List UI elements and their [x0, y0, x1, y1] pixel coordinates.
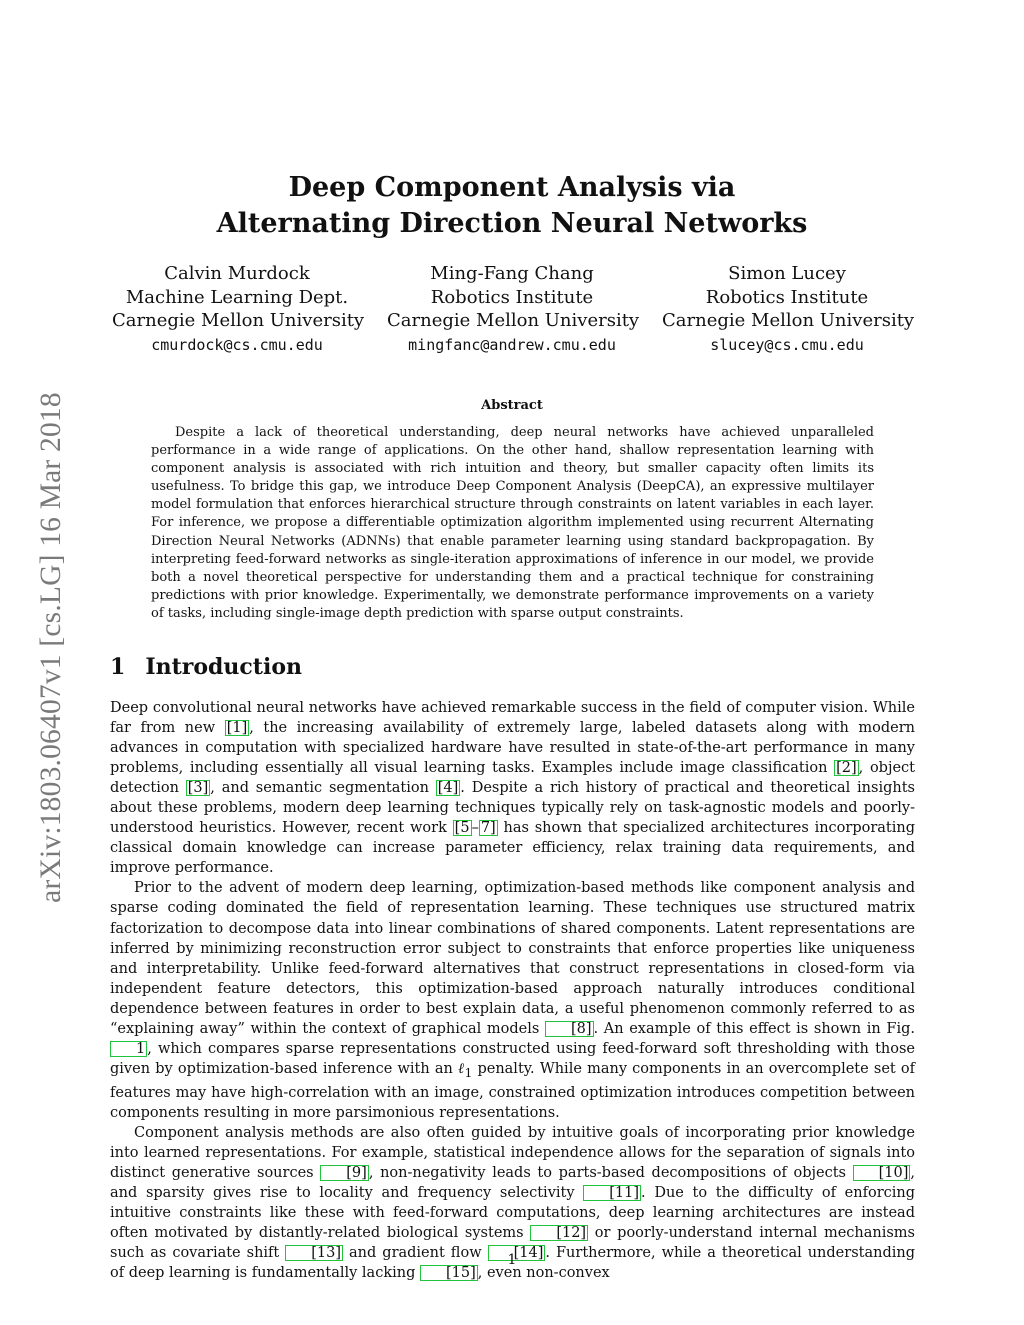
author-affiliation: Carnegie Mellon University — [112, 310, 365, 331]
page-number: 1 — [507, 1252, 517, 1268]
introduction-body — [110, 698, 915, 1283]
arxiv-id-text: arXiv:1803.06407v1 [cs.LG] 16 Mar 2018 — [34, 391, 67, 903]
author-dept: Robotics Institute — [430, 286, 594, 308]
citation-link[interactable]: [13] — [285, 1245, 343, 1261]
paragraph-2 — [110, 878, 915, 1122]
arxiv-identifier-stamp — [31, 352, 71, 942]
citation-link[interactable]: [10] — [853, 1165, 911, 1181]
author-email: cmurdock@cs.cmu.edu — [151, 335, 323, 354]
author-email: mingfanc@andrew.cmu.edu — [408, 335, 616, 354]
author-name: Simon Lucey — [728, 263, 846, 284]
author-affiliation: Carnegie Mellon University — [662, 310, 915, 331]
section-number: 1 — [110, 654, 126, 680]
author-block-lucey — [662, 262, 915, 357]
text-run: , the increasing availability of extremely large, labeled datasets along with modern advances in computation with specialized hardware have resulted in state-of-the-art performance in many problems, including essentially all visual learning tasks. Examples include image classification — [110, 720, 915, 777]
math-subscript: 1 — [464, 1065, 473, 1080]
citation-link[interactable]: [14] — [488, 1245, 546, 1261]
text-run: penalty. While many components in an overcomplete set of features may have high-correlation with an image, constrained optimization introduces competition between components resulting in more parsimonious representations. — [110, 1060, 915, 1121]
citation-link[interactable]: [11] — [583, 1185, 641, 1201]
citation-link[interactable]: [4] — [437, 780, 459, 797]
text-run: and gradient flow — [343, 1245, 488, 1262]
text-run: , which compares sparse representations constructed using feed-forward soft thresholding with those given by optimization-based inference with an — [110, 1040, 915, 1077]
text-run: . An example of this effect is shown in Fig. — [593, 1020, 915, 1037]
text-run: Deep convolutional neural networks have achieved remarkable success in the field of computer vision. While far from new — [110, 700, 915, 737]
text-run: , and semantic segmentation — [210, 780, 436, 797]
text-run: , even non-convex — [477, 1265, 610, 1282]
citation-link[interactable]: [9] — [320, 1165, 369, 1181]
text-run: has shown that specialized architectures incorporating classical domain knowledge can increase parameter efficiency, relax training data requirements, and improve performance. — [110, 820, 915, 877]
citation-link[interactable]: [3] — [187, 780, 209, 797]
text-run: , non-negativity leads to parts-based decompositions of objects — [368, 1164, 853, 1181]
text-run: , object detection — [110, 760, 915, 797]
text-run: . Due to the difficulty of enforcing intuitive constraints like these with feed-forward computations, deep learning architectures are instead often motivated by distantly-related biological systems — [110, 1185, 915, 1242]
citation-link[interactable]: [1] — [226, 720, 248, 737]
text-run: or poorly-understand internal mechanisms such as covariate shift — [110, 1225, 915, 1262]
author-email: slucey@cs.cmu.edu — [710, 335, 864, 354]
text-run: Component analysis methods are also often guided by intuitive goals of incorporating prior knowledge into learned representations. For example, statistical independence allows for the separation of signals into distinct generative sources — [110, 1124, 915, 1181]
paragraph-1 — [110, 698, 915, 878]
abstract-text: Despite a lack of theoretical understanding, deep neural networks have achieved unparalleled performance in a wide range of applications. On the other hand, shallow representation learning with component analysis is associated with rich intuition and theory, but smaller capacity often limits its usefulness. To bridge this gap, we introduce Deep Component Analysis (DeepCA), an expressive multilayer model formulation that enforces hierarchical structure through constraints on latent variables in each layer. For inference, we propose a differentiable optimization algorithm implemented using recurrent Alternating Direction Neural Networks (ADNNs) that enable parameter learning using standard backpropagation. By interpreting feed-forward networks as single-iteration approximations of inference in our model, we provide both a novel theoretical perspective for understanding them and a practical technique for constraining predictions with prior knowledge. Experimentally, we demonstrate performance improvements on a variety of tasks, including single-image depth prediction with sparse output constraints. — [151, 425, 874, 621]
author-block-chang — [387, 262, 640, 357]
title-line-2: Alternating Direction Neural Networks — [216, 208, 808, 239]
citation-link[interactable]: [8] — [545, 1021, 594, 1037]
text-run: . Despite a rich history of practical and theoretical insights about these problems, modern deep learning techniques typically rely on task-agnostic models and poorly-understood heuristics. However, recent work — [110, 780, 915, 837]
citation-link[interactable]: [2] — [836, 760, 857, 777]
author-dept: Machine Learning Dept. — [125, 286, 349, 308]
section-heading-introduction — [110, 654, 302, 680]
figure-link[interactable]: 1 — [110, 1041, 147, 1057]
citation-link[interactable]: [12] — [530, 1225, 588, 1241]
citation-link[interactable]: 7] — [480, 820, 496, 837]
title-line-1: Deep Component Analysis via — [288, 172, 736, 203]
text-run: – — [471, 820, 479, 837]
author-name: Ming-Fang Chang — [430, 263, 594, 284]
author-affiliation: Carnegie Mellon University — [387, 310, 640, 331]
text-run: Prior to the advent of modern deep learning, optimization-based methods like component analysis and sparse coding dominated the field of representation learning. These techniques use structured matrix factorization to decompose data into linear combinations of shared components. Latent representations are inferred by minimizing reconstruction error subject to constraints that enforce properties like uniqueness and interpretability. Unlike feed-forward alternatives that construct representations in closed-form via independent feature detectors, this optimization-based approach naturally introduces conditional dependence between features in order to best explain data, a useful phenomenon commonly referred to as “explaining away” within the context of graphical models — [110, 880, 915, 1037]
text-run: , and sparsity gives rise to locality and frequency selectivity — [110, 1164, 915, 1202]
citation-link[interactable]: [5 — [454, 820, 470, 837]
author-name: Calvin Murdock — [164, 263, 310, 284]
text-run: . Furthermore, while a theoretical understanding of deep learning is fundamentally lacking — [110, 1245, 915, 1282]
section-title: Introduction — [145, 654, 302, 680]
author-dept: Robotics Institute — [705, 286, 869, 308]
math-ell: ℓ — [458, 1060, 465, 1077]
abstract-heading: Abstract — [481, 398, 543, 413]
paper-title — [112, 170, 912, 242]
author-block-murdock — [112, 262, 365, 357]
citation-link[interactable]: [15] — [420, 1265, 478, 1281]
